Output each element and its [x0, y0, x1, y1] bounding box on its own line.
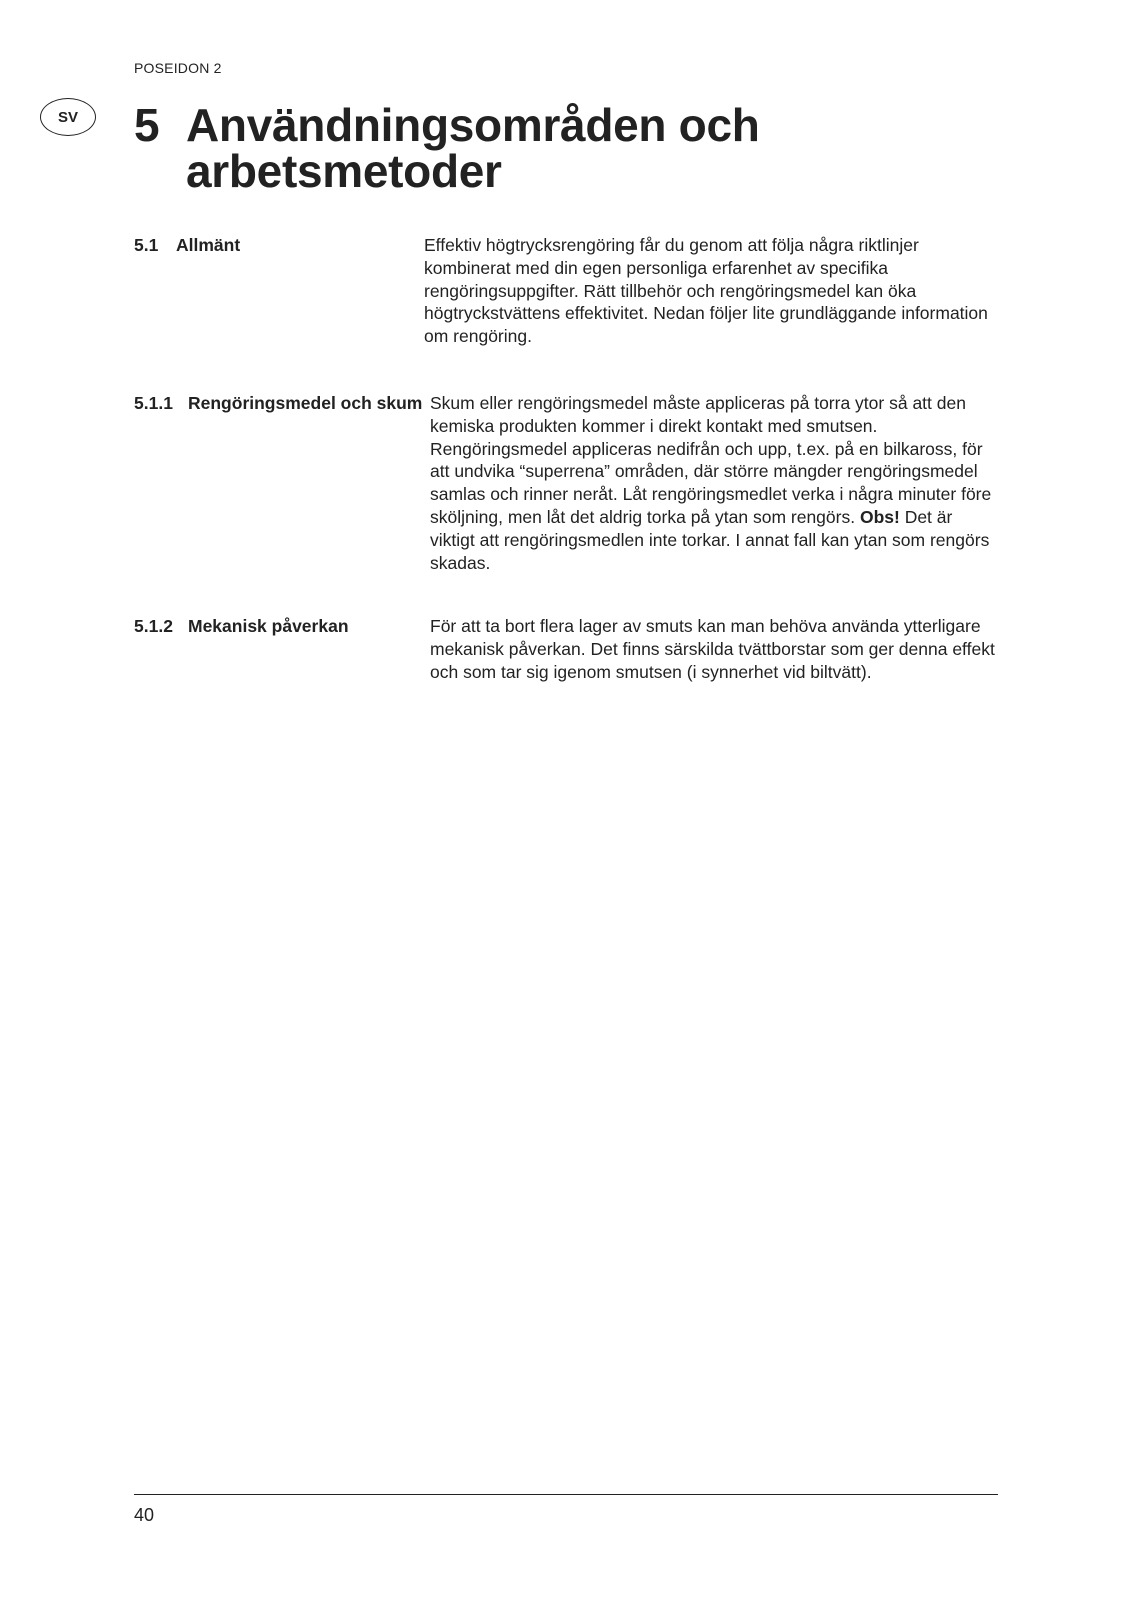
section-heading — [134, 615, 430, 683]
page-number: 40 — [134, 1505, 155, 1525]
chapter-number: 5 — [134, 99, 160, 151]
chapter-title-text: Användningsområden och arbetsmetoder — [186, 99, 760, 197]
language-badge: SV — [40, 98, 96, 136]
section-heading — [134, 392, 430, 574]
section-body: Effektiv högtrycksrengöring får du genom att följa några riktlinjer kombinerat med din egen personliga erfarenhet av specifika rengöringsuppgifter. Rätt tillbehör och rengöringsmedel kan öka högtryckstvättens effektivitet. Nedan följer lite grundläggande information om rengöring. — [424, 235, 988, 347]
section-title: Allmänt — [176, 235, 241, 255]
chapter-title — [134, 99, 954, 197]
section-body — [430, 392, 1000, 574]
section-detergents-foam — [134, 392, 1000, 574]
section-mechanical-action — [134, 615, 1000, 683]
body-text: Det är viktigt att rengöringsmedlen inte torkar. I annat fall kan ytan som rengörs skadas. — [430, 506, 990, 573]
section-body: För att ta bort flera lager av smuts kan man behöva använda ytterligare mekanisk påverkan. Det finns särskilda tvättborstar som ger denna effekt och som tar sig igenom smutsen (i synnerhet vid biltvätt). — [430, 616, 995, 682]
footer-divider — [134, 1494, 998, 1495]
section-general — [134, 234, 1000, 348]
section-number: 5.1.2 — [134, 616, 173, 636]
section-title: Mekanisk påverkan — [188, 616, 349, 636]
section-number: 5.1 — [134, 235, 159, 255]
section-heading — [134, 234, 430, 348]
product-name: POSEIDON 2 — [134, 60, 222, 76]
section-title: Rengöringsmedel och skum — [188, 393, 423, 413]
note-emphasis: Obs! — [859, 506, 900, 527]
body-text: Skum eller rengöringsmedel måste appliceras på torra ytor så att den kemiska produkten kommer i direkt kontakt med smutsen. Rengöringsmedel appliceras nedifrån och upp, t.ex. på en bilkaross, för att undvika “superrena” områden, där större mängder rengöringsmedel samlas och rinner neråt. Låt rengöringsmedlet verka i några minuter före sköljning, men låt det aldrig torka på ytan som rengörs. — [430, 393, 992, 527]
section-number: 5.1.1 — [134, 393, 173, 413]
